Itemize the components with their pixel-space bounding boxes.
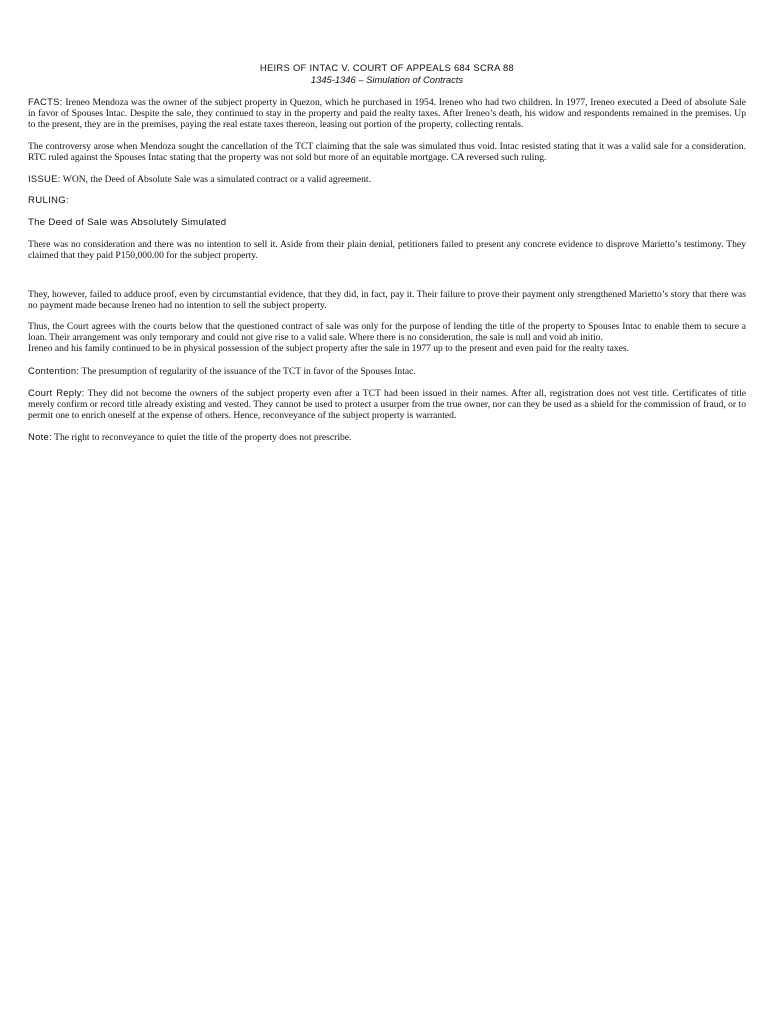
ruling-paragraph-4: Ireneo and his family continued to be in physical possession of the subject property after the sale in 1977 up to the present and even paid for the realty taxes. [28, 343, 630, 355]
facts-paragraph [28, 96, 746, 131]
court-reply-paragraph [28, 387, 746, 422]
contention-label: Contention: [28, 364, 80, 376]
case-title: HEIRS OF INTAC V. COURT OF APPEALS 684 SCRA 88 [259, 62, 515, 73]
issue-text: WON, the Deed of Absolute Sale was a simulated contract or a valid agreement. [60, 174, 371, 186]
ruling-paragraph-1: There was no consideration and there was no intention to sell it. Aside from their plain denial, petitioners failed to present any concrete evidence to disprove Marietto’s testimony. They claimed that they paid P150,000.00 for the subject property. [28, 239, 746, 262]
court-reply-text: They did not become the owners of the subject property even after a TCT had been issued in their names. After all, registration does not vest title. Certificates of title merely confirm or record title already existing and vested. They cannot be used to protect a usurper from the true owner, nor can they be used as a shield for the commission of fraud, or to permit one to enrich oneself at the expense of others. Hence, reconveyance of the subject property is warranted. [28, 387, 747, 422]
note-text: The right to reconveyance to quiet the title of the property does not prescribe. [51, 432, 352, 444]
case-subtitle: 1345-1346 – Simulation of Contracts [310, 74, 464, 85]
facts-text: Ireneo Mendoza was the owner of the subject property in Quezon, which he purchased in 1954. Ireneo who had two children. In 1977, Ireneo executed a Deed of absolute Sale in favor of Spouses Intac. Despite the sale, they continued to stay in the property and paid the realty taxes. After Ireneo’s death, his widow and respondents remained in the premises. Up to the present, they are in the premises, paying the real estate taxes thereon, leasing out portion of the property, collecting rentals. [28, 97, 746, 131]
ruling-heading: The Deed of Sale was Absolutely Simulated [28, 217, 227, 229]
ruling-label: RULING: [28, 195, 70, 207]
note-paragraph [28, 431, 746, 443]
contention-text: The presumption of regularity of the issuance of the TCT in favor of the Spouses Intac. [79, 365, 416, 377]
document-page [28, 62, 746, 454]
issue-paragraph [28, 173, 746, 185]
court-reply-label: Court Reply: [28, 386, 85, 398]
contention-paragraph [28, 365, 746, 377]
facts-label: FACTS: [28, 96, 63, 107]
ruling-paragraph-3: Thus, the Court agrees with the courts below that the questioned contract of sale was only for the purpose of lending the title of the property to Spouses Intac to enable them to secure a loan. Their arrangement was only temporary and could not give rise to a valid sale. Where there is no consideration, the sale is null and void ab initio. [28, 321, 746, 344]
note-label: Note: [28, 431, 52, 443]
ruling-paragraph-2: They, however, failed to adduce proof, even by circumstantial evidence, that they did, in fact, pay it. Their failure to prove their payment only strengthened Marietto’s story that there was no payment made because Ireneo had no intention to sell the subject property. [28, 288, 746, 311]
controversy-paragraph: The controversy arose when Mendoza sought the cancellation of the TCT claiming that the sale was simulated thus void. Intac resisted stating that it was a valid sale for a consideration. RTC ruled against the Spouses Intac stating that the property was not sold but more of an equitable mortgage. CA reversed such ruling. [28, 140, 746, 163]
issue-label: ISSUE: [28, 173, 61, 185]
